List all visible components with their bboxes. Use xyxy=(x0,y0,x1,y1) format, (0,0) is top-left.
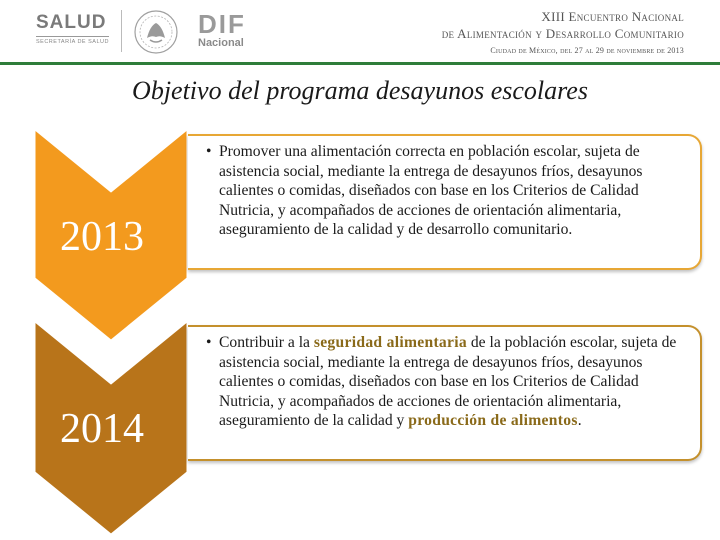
dif-logo xyxy=(198,11,246,49)
salud-subtitle: SECRETARÍA DE SALUD xyxy=(36,36,109,45)
objective-box-2014 xyxy=(188,325,702,461)
objective-2014-text-c: . xyxy=(577,412,582,430)
objective-2013 xyxy=(198,142,690,240)
event-banner xyxy=(442,8,684,58)
bullet-icon: • xyxy=(206,143,212,160)
slide-header xyxy=(0,0,720,62)
objective-2014 xyxy=(198,333,690,431)
objective-2014-text-a: Contribuir a la xyxy=(219,334,314,351)
header-divider xyxy=(0,62,720,65)
objective-2014-text-b: de la población escolar, sujeta de asistencia social, mediante la entrega de desayunos fríos, desayunos calientes o comidas, diseñados con base en los Criterios de Calidad Nutricia, y acompañados de acciones de orientación alimentaria, aseguramiento de la calidad y xyxy=(219,334,677,430)
dif-subtitle: Nacional xyxy=(198,37,244,49)
event-line-1: XIII Encuentro Nacional xyxy=(541,9,684,24)
highlight-seguridad-alimentaria: seguridad alimentaria xyxy=(313,334,467,351)
mexico-seal-icon xyxy=(130,8,182,56)
bullet-icon: • xyxy=(206,334,212,351)
dif-title: DIF xyxy=(198,9,246,39)
highlight-produccion-alimentos: producción de alimentos xyxy=(408,412,578,430)
event-dates: Ciudad de México, del 27 al 29 de noviembre de 2013 xyxy=(490,46,684,55)
slide-title: Objetivo del programa desayunos escolares xyxy=(132,76,588,105)
event-line-2: de Alimentación y Desarrollo Comunitario xyxy=(441,26,684,41)
year-2013: 2013 xyxy=(60,214,144,260)
header-separator xyxy=(121,10,122,52)
objective-box-2013 xyxy=(188,134,702,270)
year-2014: 2014 xyxy=(60,406,144,452)
salud-title: SALUD xyxy=(36,12,107,33)
salud-logo xyxy=(36,12,109,45)
objective-2013-text: Promover una alimentación correcta en población escolar, sujeta de asistencia social, mediante la entrega de desayunos fríos, desayunos calientes o comidas, diseñados con base en los Criterios de Calidad Nutricia, y acompañados de acciones de orientación alimentaria, aseguramiento de la calidad y de desarrollo comunitario. xyxy=(219,143,643,239)
